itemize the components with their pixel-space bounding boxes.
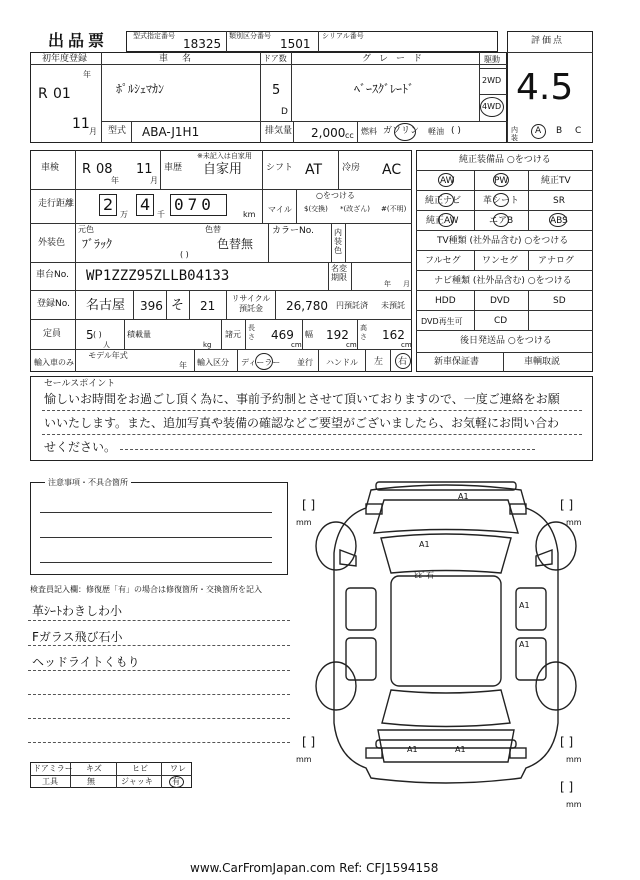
handle-right-circle-mark xyxy=(395,353,411,369)
recycle-unit: 円預託済 xyxy=(336,301,368,310)
notes-label: 注意事項・不具合箇所 xyxy=(45,479,131,487)
ac-label: 冷房 xyxy=(342,163,361,173)
length-unit: cm xyxy=(291,341,302,349)
tv-header: TV種類 (社外品含む) ○をつける xyxy=(437,236,569,246)
fuel-label: 燃料 xyxy=(361,127,377,136)
equip-abs-circle-mark xyxy=(549,213,567,227)
load-label: 積載量 xyxy=(127,330,151,339)
note-entry-1: 革ｼｰﾄわきしわ小 xyxy=(32,604,123,618)
tv-oneseg[interactable]: ワンセグ xyxy=(482,256,519,266)
tread-bracket-spare: [ ] xyxy=(560,780,574,794)
tread-bracket-rl: [ ] xyxy=(302,735,316,749)
reg-area: 名古屋 xyxy=(86,298,126,313)
name-change-label: 名変期限 xyxy=(331,264,347,282)
mileage-rest: 070 xyxy=(174,195,215,214)
grade-value: ﾍﾞｰｽｸﾞﾚｰﾄﾞ xyxy=(354,82,415,96)
navi-dvd-play[interactable]: DVD再生可 xyxy=(421,317,463,326)
damage-mark-right-rear-door: A1 xyxy=(519,640,530,649)
category-label: 類別区分番号 xyxy=(229,32,271,40)
damage-mark-chip: ﾋﾋﾞ石 xyxy=(414,571,434,580)
serial-label: シリアル番号 xyxy=(322,32,364,40)
dimensions-label: 諸元 xyxy=(225,330,241,339)
equip-genuine-aw[interactable]: 純正AW xyxy=(426,216,459,226)
drive-4wd[interactable]: 4WD xyxy=(482,102,502,111)
score-label: 評価点 xyxy=(531,36,565,46)
equip-aw-circle-mark xyxy=(438,173,454,187)
mark-unknown[interactable]: #(不明) xyxy=(381,205,407,213)
interior-a[interactable]: A xyxy=(535,126,542,136)
fuel-gasoline[interactable]: ガソリン xyxy=(383,126,420,136)
doors-suffix: D xyxy=(281,107,288,117)
tv-analog[interactable]: アナログ xyxy=(538,256,575,266)
height-unit: cm xyxy=(401,341,412,349)
model-value: ABA-J1H1 xyxy=(142,125,200,139)
reg-kana: そ xyxy=(171,298,185,313)
reg-label: 登録No. xyxy=(37,299,70,309)
legend-crack: ヒビ xyxy=(132,764,148,773)
color-paren: ( ) xyxy=(180,250,189,259)
mileage-unit: km xyxy=(243,210,256,219)
interior-label: 内装 xyxy=(511,126,518,142)
history-note: ※未記入は自家用 xyxy=(197,152,252,160)
drive-4wd-circle-mark xyxy=(480,97,504,117)
tread-mm-spare: mm xyxy=(566,800,582,809)
recycle-label: リサイクル預託金 xyxy=(231,294,271,313)
fuel-paren: ( ) xyxy=(451,126,461,136)
chassis-label: 車台No. xyxy=(36,270,69,280)
interior-c[interactable]: C xyxy=(575,126,582,136)
light-oil-label: 軽油 xyxy=(428,127,444,136)
sales-point-line-2: いいたします。また、追加写真や装備の確認などご要望がございましたら、お気軽にお問い合わ xyxy=(44,416,560,430)
mileage-sen: 千 xyxy=(157,210,165,219)
handle-left[interactable]: 左 xyxy=(374,357,384,367)
shaken-month: 11 xyxy=(136,162,153,177)
legend-tools: 工具 xyxy=(42,777,58,786)
capacity-value: 5 xyxy=(86,328,94,342)
tread-bracket-fr: [ ] xyxy=(560,498,574,512)
legend-door-mirror: ドアミラー xyxy=(33,764,73,773)
later-manual[interactable]: 車輌取説 xyxy=(524,357,561,367)
navi-dvd[interactable]: DVD xyxy=(490,296,510,306)
shift-value: AT xyxy=(305,162,323,178)
navi-hdd[interactable]: HDD xyxy=(435,296,456,306)
footer-watermark: www.CarFromJapan.com Ref: CFJ1594158 xyxy=(190,861,439,875)
model-designation-value: 18325 xyxy=(183,37,222,51)
width-value: 192 xyxy=(326,328,349,342)
length-label: 長さ xyxy=(248,324,255,341)
first-reg-month: 11 xyxy=(72,116,90,132)
width-unit: cm xyxy=(346,341,357,349)
header-id-strip xyxy=(126,31,498,52)
later-header: 後日発送品 ○をつける xyxy=(460,336,552,346)
mileage-man: 万 xyxy=(120,210,128,219)
tv-fullseg[interactable]: フルセグ xyxy=(425,256,461,266)
navi-header: ナビ種類 (社外品含む) ○をつける xyxy=(434,276,572,286)
equip-sr[interactable]: SR xyxy=(553,196,565,206)
width-label: 幅 xyxy=(305,330,313,339)
equip-navi-circle-mark xyxy=(438,193,454,207)
history-label: 車歴 xyxy=(164,163,183,173)
tread-mm-fl: mm xyxy=(296,518,312,527)
equip-airbag[interactable]: エアB xyxy=(489,216,514,226)
drive-2wd[interactable]: 2WD xyxy=(482,76,502,85)
equip-genuine-aw-circle-mark xyxy=(438,213,454,227)
first-reg-label: 初年度登録 xyxy=(42,54,88,64)
height-label: 高さ xyxy=(360,324,367,341)
reg-num: 21 xyxy=(200,299,216,313)
recycle-none[interactable]: 未預託 xyxy=(381,301,405,310)
first-reg-month-unit: 月 xyxy=(89,127,97,136)
note-entry-2: Fガラス飛び石小 xyxy=(32,630,123,644)
capacity-unit: 人 xyxy=(103,341,110,349)
tread-bracket-fl: [ ] xyxy=(302,498,316,512)
legend-break: ワレ xyxy=(170,764,186,773)
capacity-paren: ( ) xyxy=(93,330,102,339)
color-label: 外装色 xyxy=(38,238,66,248)
handle-label: ハンドル xyxy=(326,358,358,367)
first-reg-year-unit: 年 xyxy=(83,70,91,79)
original-color: ﾌﾞﾗｯｸ xyxy=(82,237,113,251)
equip-leather-seat[interactable]: 革シート xyxy=(483,196,520,206)
model-label: 型式 xyxy=(108,126,127,136)
sales-point-line-1: 愉しいお時間をお過ごし頂く為に、事前予約制とさせて頂いておりますので、一度ご連絡をお願 xyxy=(44,392,560,406)
sales-point-line-3: せください。 xyxy=(44,440,117,454)
import-label: 輸入車のみ xyxy=(34,358,74,367)
color-no-label: カラーNo. xyxy=(272,226,314,236)
interior-b[interactable]: B xyxy=(556,126,563,136)
category-value: 1501 xyxy=(280,37,311,51)
page-title: 出品票 xyxy=(48,31,109,50)
model-year-unit: 年 xyxy=(179,361,187,370)
car-damage-diagram xyxy=(296,478,596,798)
shaken-label: 車検 xyxy=(41,163,60,173)
import-type-label: 輸入区分 xyxy=(197,358,229,367)
navi-sd[interactable]: SD xyxy=(553,296,566,306)
mileage-label: 走行距離 xyxy=(38,199,75,209)
length-value: 469 xyxy=(271,328,294,342)
mileage-digit-1: 2 xyxy=(103,195,114,214)
history-value: 自家用 xyxy=(203,162,243,177)
navi-cd[interactable]: CD xyxy=(494,316,508,326)
equip-genuine-tv[interactable]: 純正TV xyxy=(541,176,571,186)
mark-header: ○をつける xyxy=(316,191,355,200)
equip-abs[interactable]: ABS xyxy=(550,216,568,226)
tread-mm-fr: mm xyxy=(566,518,582,527)
damage-mark-rear-left: A1 xyxy=(407,745,418,754)
model-year-label: モデル年式 xyxy=(88,351,128,360)
color-change-label: 色替 xyxy=(205,225,221,234)
equip-leather-circle-mark xyxy=(493,193,509,207)
damage-mark-windshield: A1 xyxy=(419,540,430,549)
legend-scratch: キズ xyxy=(86,764,102,773)
doors-label: ドア数 xyxy=(263,54,287,63)
equip-genuine-navi[interactable]: 純正ナビ xyxy=(425,196,462,206)
ac-value: AC xyxy=(382,162,402,178)
mile-label: マイル xyxy=(268,205,292,214)
equip-airbag-circle-mark xyxy=(493,213,509,227)
score-value: 4.5 xyxy=(516,67,574,108)
color-change: 色替無 xyxy=(217,237,254,251)
legend-jack-yes: 有 xyxy=(172,777,180,786)
equip-pw-circle-mark xyxy=(493,173,509,187)
sales-point-label: セールスポイント xyxy=(44,379,116,389)
car-name: ﾎﾟﾙｼｪﾏｶﾝ xyxy=(116,82,165,96)
name-change-month: 月 xyxy=(403,280,410,288)
mark-altered[interactable]: *(改ざん) xyxy=(340,205,370,213)
name-change-year: 年 xyxy=(384,280,391,288)
legend-tools-none: 無 xyxy=(87,777,95,786)
displacement-value: 2,000 xyxy=(311,126,346,140)
mileage-digit-2: 4 xyxy=(140,195,151,214)
first-reg-year: 01 xyxy=(53,86,71,102)
car-name-label: 車名 xyxy=(159,54,206,64)
model-designation-label: 型式指定番号 xyxy=(133,32,175,40)
damage-mark-right-side: A1 xyxy=(519,601,530,610)
shaken-year: 08 xyxy=(96,162,113,177)
tread-mm-rl: mm xyxy=(296,755,312,764)
handle-right[interactable]: 右 xyxy=(398,357,408,367)
genuine-header: 純正装備品 ○をつける xyxy=(459,155,551,165)
interior-color-label: 内装色 xyxy=(334,228,342,255)
import-parallel[interactable]: 並行 xyxy=(297,358,313,367)
doors-value: 5 xyxy=(272,83,281,98)
later-warranty[interactable]: 新車保証書 xyxy=(434,357,480,367)
damage-mark-front-bumper: A1 xyxy=(458,492,469,501)
shaken-year-unit: 年 xyxy=(111,176,119,185)
import-dealer[interactable]: ディーラー xyxy=(241,358,281,367)
legend-jack-circle-mark xyxy=(169,776,184,788)
height-value: 162 xyxy=(382,328,405,342)
first-reg-era: R xyxy=(38,86,48,102)
legend-jack: ジャッキ xyxy=(121,777,153,786)
mark-exchange[interactable]: $(交換) xyxy=(304,205,328,213)
note-entry-3: ヘッドライトくもり xyxy=(32,655,140,669)
recycle-amount: 26,780 xyxy=(286,299,328,313)
shaken-month-unit: 月 xyxy=(150,176,158,185)
tread-mm-rr: mm xyxy=(566,755,582,764)
chassis-value: WP1ZZZ95ZLLB04133 xyxy=(86,268,230,284)
load-unit: kg xyxy=(203,341,212,349)
reg-class: 396 xyxy=(140,299,163,313)
capacity-label: 定員 xyxy=(43,329,62,339)
equip-aw[interactable]: AW xyxy=(440,176,455,186)
tread-bracket-rr: [ ] xyxy=(560,735,574,749)
inspector-note: 検査員記入欄：修復歴「有」の場合は修復箇所・交換箇所を記入 xyxy=(30,585,262,594)
equip-pw[interactable]: PW xyxy=(494,176,509,186)
damage-mark-rear-right: A1 xyxy=(455,745,466,754)
original-color-label: 元色 xyxy=(78,225,94,234)
drive-label: 駆動 xyxy=(484,55,500,64)
grade-label: グレード xyxy=(362,54,431,64)
displacement-unit: cc xyxy=(345,131,354,140)
import-dealer-circle-mark xyxy=(255,353,273,370)
shaken-era: R xyxy=(82,162,92,177)
shift-label: シフト xyxy=(266,163,294,173)
fuel-circle-mark xyxy=(394,123,416,141)
displacement-label: 排気量 xyxy=(265,126,293,136)
